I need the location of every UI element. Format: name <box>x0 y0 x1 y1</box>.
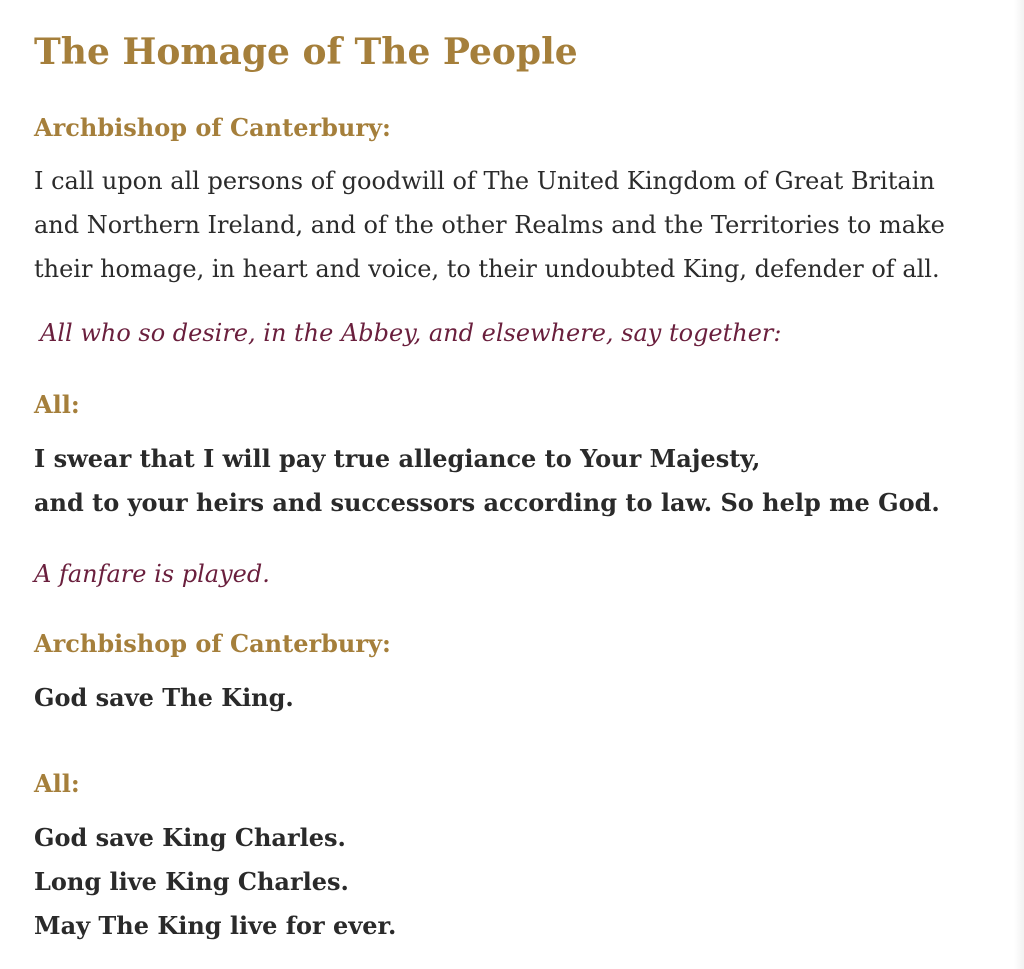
response-line: God save The King. <box>34 683 294 712</box>
response-line: May The King live for ever. <box>34 911 397 940</box>
response-line: Long live King Charles. <box>34 867 349 896</box>
rubric-instruction: All who so desire, in the Abbey, and elsewhere, say together: <box>40 319 782 347</box>
god-save-the-king-text <box>34 676 294 720</box>
response-line: I swear that I will pay true allegiance to Your Majesty, <box>34 444 761 473</box>
speaker-label-all: All: <box>34 390 80 419</box>
text-line: their homage, in heart and voice, to their undoubted King, defender of all. <box>34 255 940 283</box>
allegiance-response <box>34 437 940 525</box>
text-line: I call upon all persons of goodwill of The United Kingdom of Great Britain <box>34 167 935 195</box>
acclamation-response <box>34 816 396 948</box>
response-line: God save King Charles. <box>34 823 346 852</box>
speaker-label-archbishop: Archbishop of Canterbury: <box>34 113 391 142</box>
page-title: The Homage of The People <box>34 31 578 73</box>
archbishop-call-text <box>34 159 1004 291</box>
page-edge-shadow <box>1014 0 1024 969</box>
speaker-label-archbishop: Archbishop of Canterbury: <box>34 629 391 658</box>
response-line: and to your heirs and successors according to law. So help me God. <box>34 488 940 517</box>
rubric-fanfare: A fanfare is played. <box>34 560 270 588</box>
speaker-label-all: All: <box>34 769 80 798</box>
text-line: and Northern Ireland, and of the other Realms and the Territories to make <box>34 211 945 239</box>
